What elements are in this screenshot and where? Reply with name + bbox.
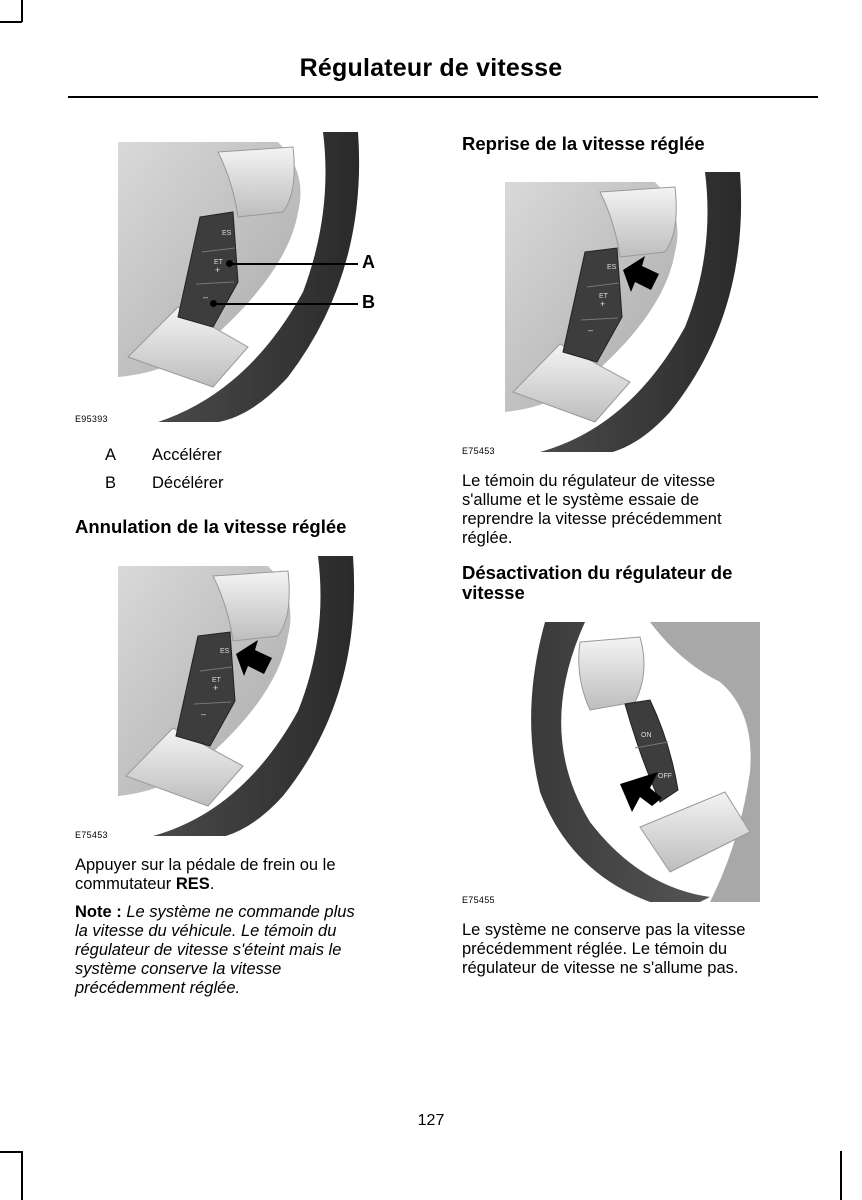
button-label-et: ET [212, 677, 221, 684]
steering-wheel-figure-resume [505, 172, 755, 452]
legend-text-b: Décélérer [152, 474, 224, 492]
button-label-plus: + [600, 299, 606, 309]
figure-code: E75455 [462, 895, 495, 905]
page-title: Régulateur de vitesse [299, 54, 563, 82]
text-line: Le témoin du régulateur de vitesse [462, 472, 716, 490]
text-line: régulateur de vitesse ne s'allume pas. [462, 959, 739, 977]
text-line [75, 875, 336, 894]
crop-mark [840, 1151, 842, 1200]
res-switch-label: RES [175, 875, 210, 893]
legend-text-a: Accélérer [152, 446, 222, 464]
note-text: régulateur de vitesse s'éteint mais le [75, 941, 342, 959]
legend-key-a: A [105, 446, 117, 464]
text-line: s'allume et le système essaie de [462, 491, 700, 509]
text-run: commutateur [75, 875, 176, 893]
text-line [75, 903, 355, 922]
heading-line: vitesse [462, 582, 525, 603]
button-label-es: ES [607, 264, 617, 271]
heading-line: Désactivation du régulateur de [462, 562, 733, 583]
callout-label-a: A [362, 252, 375, 272]
note-text: la vitesse du véhicule. Le témoin du [75, 922, 337, 940]
text-line: Le système ne conserve pas la vitesse [462, 921, 746, 939]
button-label-et: ET [214, 259, 223, 266]
callout-line-b [214, 303, 358, 305]
text-line: précédemment réglée. Le témoin du [462, 940, 728, 958]
button-label-minus: – [201, 709, 207, 719]
button-label-off: OFF [658, 773, 672, 780]
figure-code: E95393 [75, 414, 108, 424]
crop-mark [0, 21, 22, 23]
section-heading-resume: Reprise de la vitesse réglée [462, 133, 705, 154]
section-heading-cancel: Annulation de la vitesse réglée [75, 516, 347, 537]
steering-wheel-figure-cancel [118, 556, 368, 836]
figure-code: E75453 [462, 446, 495, 456]
note-text: précédemment réglée. [75, 979, 241, 997]
note-text: système conserve la vitesse [75, 960, 282, 978]
button-label-et: ET [599, 293, 608, 300]
resume-paragraph [462, 472, 722, 548]
page-number: 127 [417, 1112, 445, 1129]
crop-mark [21, 0, 23, 22]
title-divider [68, 96, 818, 98]
section-heading-deactivation [462, 563, 732, 603]
callout-dot-a [226, 260, 233, 267]
button-label-es: ES [220, 648, 230, 655]
text-line: reprendre la vitesse précédemment [462, 510, 722, 528]
legend-key-b: B [105, 474, 117, 492]
callout-dot-b [210, 300, 217, 307]
crop-mark [0, 1151, 22, 1153]
text-line: réglée. [462, 529, 513, 547]
figure-code: E75453 [75, 830, 108, 840]
callout-line-a [230, 263, 358, 265]
button-label-es: ES [222, 230, 232, 237]
note-paragraph [75, 903, 355, 998]
button-label-minus: – [203, 292, 209, 302]
steering-wheel-figure-callouts [118, 132, 418, 422]
text-run: . [209, 875, 215, 893]
callout-label-b: B [362, 292, 375, 312]
deactivation-paragraph [462, 921, 745, 978]
note-text: Le système ne commande plus [121, 903, 355, 921]
cancel-paragraph [75, 856, 336, 894]
button-label-plus: + [213, 683, 219, 693]
button-label-minus: – [588, 325, 594, 335]
steering-wheel-figure-off [510, 622, 760, 902]
crop-mark [21, 1151, 23, 1200]
button-label-plus: + [215, 265, 221, 275]
button-label-on: ON [641, 732, 652, 739]
note-label: Note : [75, 903, 122, 921]
text-line: Appuyer sur la pédale de frein ou le [75, 856, 336, 874]
